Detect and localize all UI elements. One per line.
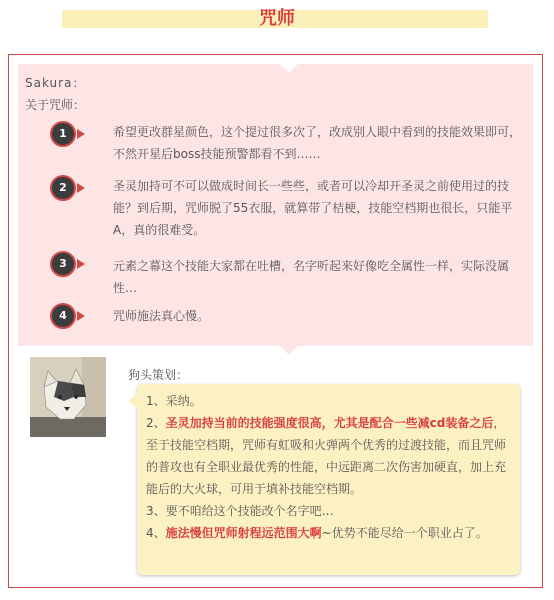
reply-pointer-icon xyxy=(128,394,137,408)
answer-body: ，至于技能空档期，咒师有虹吸和火弹两个优秀的过渡技能，而且咒师的普攻也有全职业最优秀的性能，中远距离二次伤害加硬直，加上充能后的大火球，可用于填补技能空档期。 xyxy=(146,416,507,496)
page-title: 咒师 xyxy=(259,8,295,29)
answer-author: 狗头策划： xyxy=(128,368,189,382)
question-author: Sakura： xyxy=(25,76,86,90)
badge-arrow-icon xyxy=(77,259,85,269)
answer-number: 2、 xyxy=(146,416,166,430)
avatar xyxy=(30,357,106,437)
item-text: 圣灵加持可不可以做成时间长一些些，或者可以冷却开圣灵之前使用过的技能？到后期，咒师脱了55衣服，就算带了桔梗，技能空档期也很长，只能平A，真的很难受。 xyxy=(113,179,513,237)
answer-paragraph-4 xyxy=(146,522,511,544)
number-badge: 4 xyxy=(50,303,76,329)
number-badge: 1 xyxy=(50,121,76,147)
panel-notch-top xyxy=(280,64,298,73)
answer-highlight: 圣灵加持当前的技能强度很高，尤其是配合一些减cd装备之后 xyxy=(165,416,494,430)
dog-mask-icon xyxy=(30,357,106,437)
item-text: 咒师施法真心慢。 xyxy=(113,309,210,323)
badge-arrow-icon xyxy=(77,311,85,321)
item-text: 元素之幕这个技能大家都在吐槽，名字听起来好像吃全属性一样，实际没属性… xyxy=(113,259,510,295)
answer-paragraph-1: 1、采纳。 xyxy=(146,394,202,408)
answer-text xyxy=(146,390,511,544)
answer-paragraph-2 xyxy=(146,412,511,500)
answer-paragraph-3: 3、要不咱给这个技能改个名字吧… xyxy=(146,504,334,518)
badge-arrow-icon xyxy=(77,183,85,193)
number-badge: 2 xyxy=(50,175,76,201)
answer-number: 4、 xyxy=(146,526,166,540)
badge-arrow-icon xyxy=(77,129,85,139)
answer-body: ~优势不能尽给一个职业占了。 xyxy=(321,526,488,540)
answer-highlight: 施法慢但咒师射程远范围大啊 xyxy=(165,526,322,540)
number-badge: 3 xyxy=(50,251,76,277)
item-text: 希望更改群星颜色，这个提过很多次了，改成别人眼中看到的技能效果即可，不然开星后boss技能预警都看不到…… xyxy=(113,125,522,161)
question-subject: 关于咒师： xyxy=(25,98,86,112)
panel-notch-bottom xyxy=(280,346,298,355)
